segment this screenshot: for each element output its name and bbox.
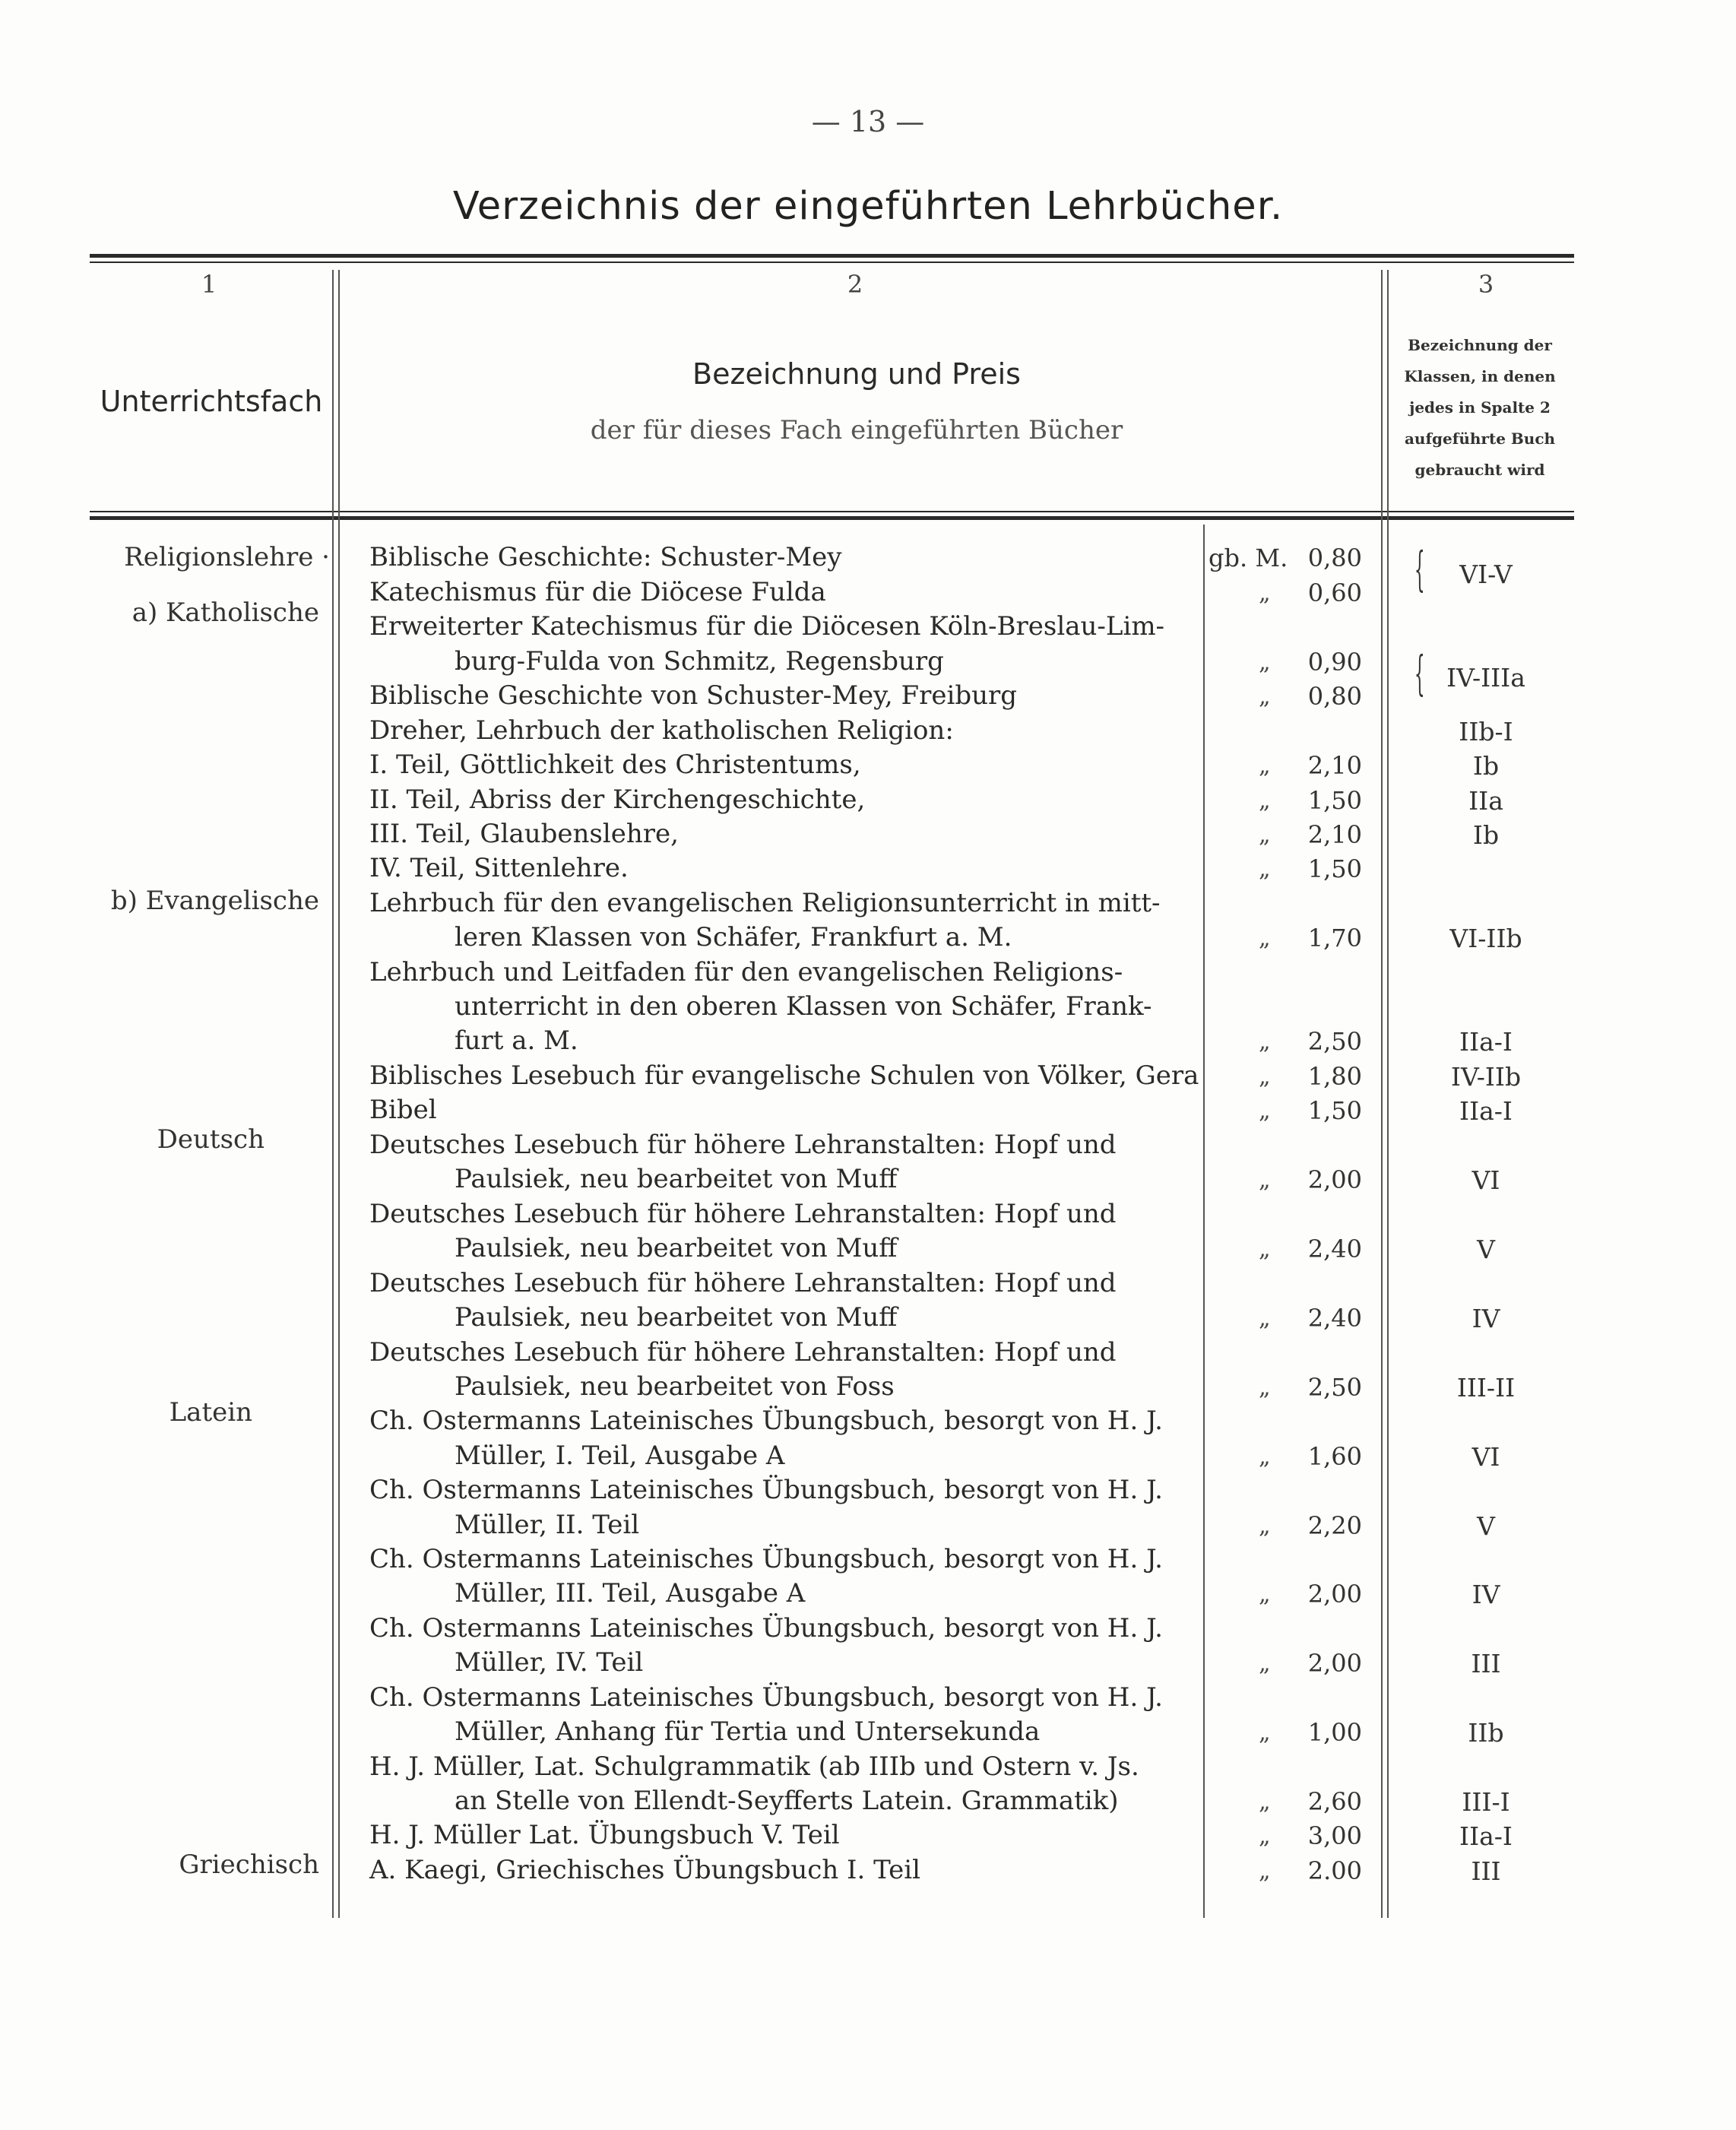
book-title-line: Müller, IV. Teil [455, 1647, 644, 1678]
price-value: 1,80 [1307, 1062, 1362, 1091]
price-value: 0,90 [1307, 648, 1362, 677]
book-title-line: Müller, Anhang für Tertia und Untersekunda [455, 1716, 1041, 1747]
book-title-line: Deutsches Lesebuch für höhere Lehranstalten: Hopf und [369, 1268, 1117, 1298]
top-rule-thin [90, 261, 1574, 263]
book-title-line: Müller, III. Teil, Ausgabe A [455, 1578, 806, 1609]
book-title-line: I. Teil, Göttlichkeit des Christentums, [369, 750, 861, 780]
book-title-line: III. Teil, Glaubenslehre, [369, 819, 679, 849]
price-value: 2,00 [1307, 1580, 1362, 1609]
page-title: Verzeichnis der eingeführten Lehrbücher. [452, 184, 1284, 229]
price-value: 2,60 [1307, 1787, 1362, 1816]
class-range: IIb [1468, 1718, 1504, 1748]
price-prefix: gb. M. [1209, 544, 1288, 572]
book-title-line: furt a. M. [455, 1025, 578, 1056]
class-range: IIb-I [1459, 717, 1513, 746]
price-value: 2,20 [1307, 1511, 1362, 1540]
price-value: 1,70 [1307, 924, 1362, 952]
book-title-line: Bibel [369, 1095, 437, 1125]
ditto-mark: „ [1259, 580, 1271, 607]
class-range: IV [1471, 1580, 1500, 1609]
col2-number: 2 [847, 270, 863, 299]
class-range: VI [1471, 1442, 1500, 1472]
price-value: 1,50 [1307, 786, 1362, 815]
ditto-mark: „ [1259, 856, 1271, 883]
ditto-mark: „ [1259, 1098, 1271, 1124]
class-range: III-II [1456, 1373, 1516, 1403]
book-title-line: Müller, I. Teil, Ausgabe A [455, 1441, 785, 1471]
book-title-line: Lehrbuch und Leitfaden für den evangelischen Religions- [369, 957, 1123, 987]
col3-title-line: Bezeichnung der [1408, 336, 1552, 354]
class-range: Ib [1472, 820, 1500, 850]
price-value: 2,40 [1307, 1235, 1362, 1263]
brace-icon: { [1414, 541, 1425, 597]
class-range: III [1471, 1856, 1501, 1886]
price-value: 3,00 [1307, 1821, 1362, 1850]
book-title-line: Lehrbuch für den evangelischen Religionsunterricht in mitt- [369, 888, 1161, 918]
col3-title [1392, 330, 1567, 486]
class-range: IV-IIIa [1446, 663, 1525, 693]
ditto-mark: „ [1259, 1823, 1271, 1849]
price-value: 1,50 [1307, 854, 1362, 883]
book-title-line: H. J. Müller Lat. Übungsbuch V. Teil [369, 1820, 840, 1850]
ditto-mark: „ [1259, 1167, 1271, 1193]
col2-title: Bezeichnung und Preis [692, 357, 1021, 391]
col3-title-line: gebraucht wird [1414, 461, 1545, 479]
col2-divider-a [1381, 270, 1383, 1918]
book-title-line: Ch. Ostermanns Lateinisches Übungsbuch, besorgt von H. J. [369, 1613, 1163, 1643]
ditto-mark: „ [1259, 1858, 1271, 1884]
class-range: IIa-I [1459, 1821, 1513, 1851]
class-range: IV [1471, 1304, 1500, 1333]
class-range: VI [1471, 1165, 1500, 1195]
col3-number: 3 [1478, 270, 1494, 299]
subject-catholic: a) Katholische [131, 597, 319, 628]
col2-divider-b [1387, 270, 1389, 1918]
ditto-mark: „ [1259, 1029, 1271, 1055]
class-range: IIa-I [1459, 1096, 1513, 1126]
book-title-line: H. J. Müller, Lat. Schulgrammatik (ab IIIb und Ostern v. Js. [369, 1751, 1139, 1782]
price-value: 0,80 [1307, 544, 1362, 572]
book-title-line: Müller, II. Teil [455, 1510, 640, 1540]
class-range: III-I [1462, 1787, 1510, 1817]
ditto-mark: „ [1259, 1063, 1271, 1090]
top-rule-thick [90, 254, 1574, 258]
header-rule-thin [90, 511, 1574, 512]
ditto-mark: „ [1259, 1513, 1271, 1539]
price-divider [1203, 525, 1205, 1918]
book-title-line: Ch. Ostermanns Lateinisches Übungsbuch, besorgt von H. J. [369, 1682, 1163, 1713]
price-value: 2.00 [1307, 1856, 1362, 1885]
class-range: IV-IIb [1450, 1062, 1522, 1092]
book-title-line: Paulsiek, neu bearbeitet von Muff [455, 1302, 898, 1333]
book-title-line: Katechismus für die Diöcese Fulda [369, 577, 826, 607]
col3-title-line: Klassen, in denen [1404, 367, 1556, 385]
price-value: 1,50 [1307, 1096, 1362, 1125]
ditto-mark: „ [1259, 1374, 1271, 1401]
book-title-line: IV. Teil, Sittenlehre. [369, 853, 629, 883]
subject-evangelical: b) Evangelische [110, 886, 319, 916]
price-value: 2,10 [1307, 820, 1362, 849]
page-number: — 13 — [811, 105, 925, 138]
class-range: VI-V [1459, 559, 1513, 589]
book-title-line: unterricht in den oberen Klassen von Schäfer, Frank- [455, 991, 1152, 1022]
price-value: 1,00 [1307, 1718, 1362, 1747]
subject-german: Deutsch [157, 1124, 265, 1155]
price-value: 2,00 [1307, 1649, 1362, 1678]
subject-latin: Latein [169, 1397, 252, 1428]
price-value: 2,00 [1307, 1165, 1362, 1194]
price-value: 0,80 [1307, 682, 1362, 711]
ditto-mark: „ [1259, 925, 1271, 952]
ditto-mark: „ [1259, 788, 1271, 814]
book-title-line: Erweiterter Katechismus für die Diöcesen Köln-Breslau-Lim- [369, 611, 1165, 642]
col1-divider-a [332, 270, 334, 1918]
class-range: IIa [1468, 786, 1503, 816]
book-title-line: A. Kaegi, Griechisches Übungsbuch I. Teil [369, 1855, 920, 1885]
ditto-mark: „ [1259, 683, 1271, 710]
col2-subtitle: der für dieses Fach eingeführten Bücher [590, 415, 1123, 445]
col3-title-line: aufgeführte Buch [1404, 429, 1556, 448]
book-title-line: Biblische Geschichte: Schuster-Mey [369, 542, 842, 572]
book-title-line: Ch. Ostermanns Lateinisches Übungsbuch, besorgt von H. J. [369, 1406, 1163, 1436]
ditto-mark: „ [1259, 1236, 1271, 1263]
book-title-line: Ch. Ostermanns Lateinisches Übungsbuch, besorgt von H. J. [369, 1544, 1163, 1574]
subject-religion: Religionslehre · [124, 542, 330, 572]
class-range: V [1477, 1511, 1495, 1541]
class-range: V [1477, 1235, 1495, 1264]
ditto-mark: „ [1259, 1305, 1271, 1332]
book-title-line: Paulsiek, neu bearbeitet von Muff [455, 1233, 898, 1263]
book-title-line: leren Klassen von Schäfer, Frankfurt a. M. [455, 922, 1012, 952]
book-title-line: Deutsches Lesebuch für höhere Lehranstalten: Hopf und [369, 1337, 1117, 1368]
header-rule-thick [90, 516, 1574, 520]
col3-title-line: jedes in Spalte 2 [1409, 398, 1551, 417]
price-value: 2,40 [1307, 1304, 1362, 1333]
price-value: 2,50 [1307, 1027, 1362, 1056]
ditto-mark: „ [1259, 753, 1271, 779]
book-title-line: Paulsiek, neu bearbeitet von Foss [455, 1371, 895, 1402]
price-value: 1,60 [1307, 1442, 1362, 1471]
col1-divider-b [338, 270, 340, 1918]
book-title-line: burg-Fulda von Schmitz, Regensburg [455, 646, 944, 677]
col1-number: 1 [201, 270, 217, 299]
price-value: 2,50 [1307, 1373, 1362, 1402]
brace-icon: { [1414, 645, 1425, 701]
price-value: 0,60 [1307, 578, 1362, 607]
ditto-mark: „ [1259, 1581, 1271, 1608]
book-title-line: an Stelle von Ellendt-Seyfferts Latein. Grammatik) [455, 1786, 1119, 1816]
ditto-mark: „ [1259, 822, 1271, 848]
ditto-mark: „ [1259, 1789, 1271, 1815]
class-range: VI-IIb [1449, 924, 1522, 953]
class-range: Ib [1472, 751, 1500, 781]
book-title-line: Dreher, Lehrbuch der katholischen Religion: [369, 715, 954, 746]
ditto-mark: „ [1259, 1720, 1271, 1746]
ditto-mark: „ [1259, 649, 1271, 676]
class-range: IIa-I [1459, 1027, 1513, 1057]
book-title-line: Deutsches Lesebuch für höhere Lehranstalten: Hopf und [369, 1199, 1117, 1229]
book-title-line: II. Teil, Abriss der Kirchengeschichte, [369, 784, 866, 815]
ditto-mark: „ [1259, 1444, 1271, 1470]
book-title-line: Biblisches Lesebuch für evangelische Schulen von Völker, Gera [369, 1060, 1199, 1091]
ditto-mark: „ [1259, 1650, 1271, 1677]
book-title-line: Deutsches Lesebuch für höhere Lehranstalten: Hopf und [369, 1130, 1117, 1160]
book-title-line: Biblische Geschichte von Schuster-Mey, Freiburg [369, 680, 1018, 711]
class-range: III [1471, 1649, 1501, 1678]
subject-greek: Griechisch [179, 1849, 319, 1880]
book-title-line: Paulsiek, neu bearbeitet von Muff [455, 1164, 898, 1194]
price-value: 2,10 [1307, 751, 1362, 780]
book-title-line: Ch. Ostermanns Lateinisches Übungsbuch, besorgt von H. J. [369, 1475, 1163, 1505]
col1-title: Unterrichtsfach [100, 385, 323, 418]
